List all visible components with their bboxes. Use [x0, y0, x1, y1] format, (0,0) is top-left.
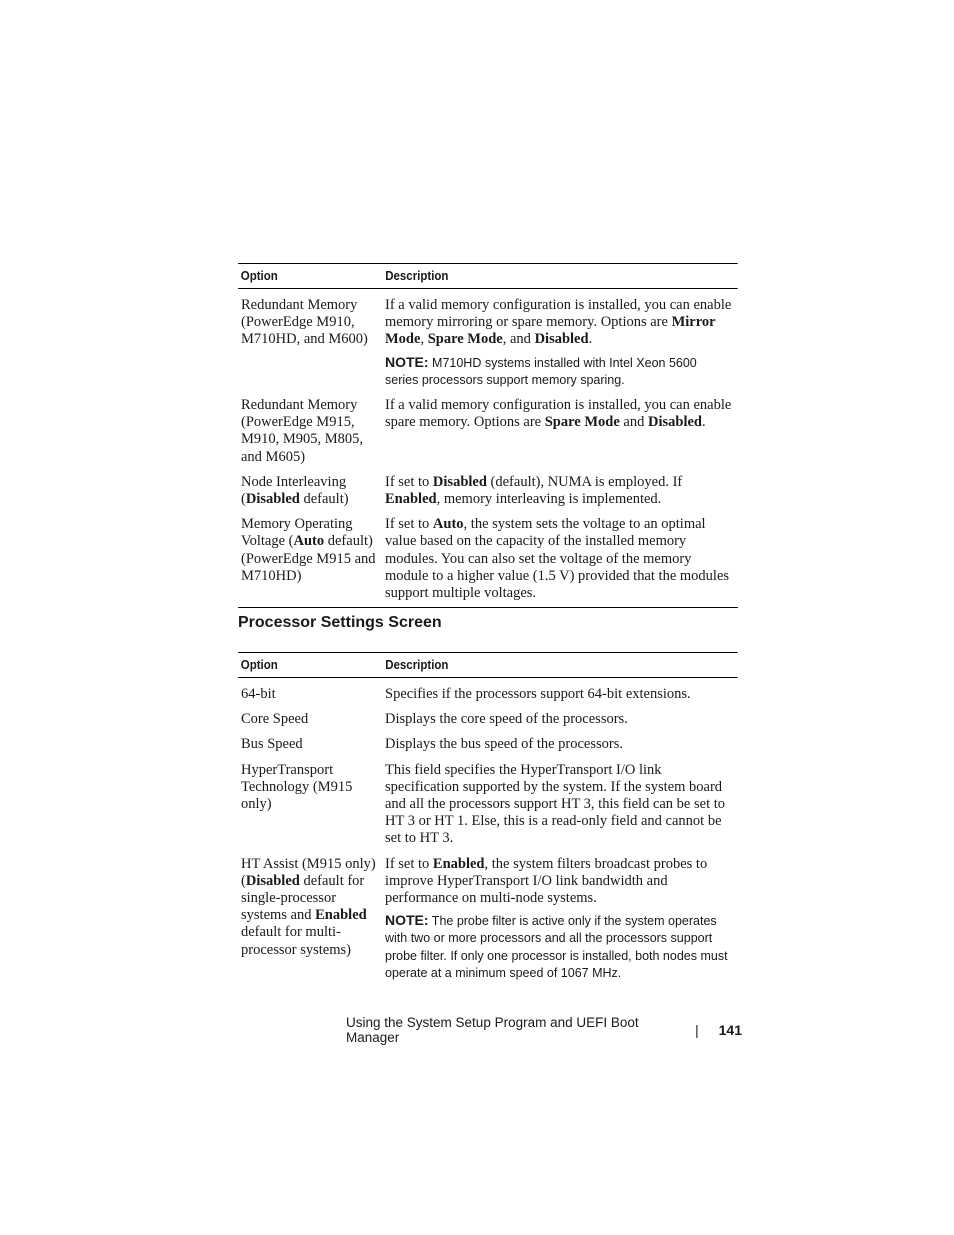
footer-separator: |: [695, 1022, 699, 1038]
option-cell: HT Assist (M915 only) (Disabled default for single-processor systems and Enabled default for multi-processor systems): [241, 855, 376, 958]
processor-settings-table: [238, 652, 738, 982]
option-cell: Core Speed: [241, 711, 309, 728]
table-row: [238, 289, 738, 389]
option-cell: Redundant Memory (PowerEdge M915, M910, M905, M805, and M605): [241, 397, 364, 465]
option-cell: Bus Speed: [241, 736, 303, 753]
footer-text: Using the System Setup Program and UEFI Boot Manager: [346, 1015, 639, 1045]
description-cell: If set to Auto, the system sets the voltage to an optimal value based on the capacity of the installed memory modules. You can also set the voltage of the memory module to a higher value (1.5 V) provided that the modules support multiple voltages.: [385, 516, 730, 602]
description-cell: If set to Enabled, the system filters broadcast probes to improve HyperTransport I/O link bandwidth and performance on multi-node systems. NOTE: The probe filter is active only if the system operates with two or more processors and all the processors support probe filter. If only one processor is installed, both nodes must operate at a minimum speed of 1067 MHz.: [385, 856, 735, 982]
memory-settings-table: [238, 263, 738, 608]
table-row: [238, 728, 738, 753]
table-header: [238, 652, 738, 678]
table-row: [238, 466, 738, 508]
table-row: [238, 848, 738, 982]
description-cell: If a valid memory configuration is installed, you can enable spare memory. Options are Spare Mode and Disabled.: [385, 397, 732, 431]
option-cell: 64-bit: [241, 686, 276, 702]
page-footer: [346, 1015, 742, 1045]
table-row: [238, 508, 738, 608]
description-cell: If a valid memory configuration is installed, you can enable memory mirroring or spare memory. Options are Mirror Mode, Spare Mode, and Disabled. NOTE: M710HD systems installed with Intel Xeon 5600 series processors support memory sparing.: [385, 297, 735, 389]
note-label: NOTE:: [385, 353, 429, 370]
description-cell: Displays the bus speed of the processors.: [385, 736, 623, 753]
header-option: Option: [240, 658, 278, 672]
table-header: [238, 263, 738, 289]
description-cell: This field specifies the HyperTransport I/O link specification supported by the system. If the system board and all the processors support HT 3, this field can be set to HT 3 or HT 1. Else, this is a read-only field and cannot be set to HT 3.: [385, 761, 726, 847]
header-description: Description: [385, 658, 449, 672]
table-row: [238, 678, 738, 703]
header-option: Option: [240, 269, 278, 283]
option-cell: HyperTransport Technology (M915 only): [241, 761, 353, 813]
note-label: NOTE:: [385, 912, 429, 929]
table-row: [238, 389, 738, 466]
option-cell: Memory Operating Voltage (Auto default) (PowerEdge M915 and M710HD): [241, 516, 376, 584]
description-cell: Specifies if the processors support 64-bit extensions.: [385, 686, 691, 702]
header-description: Description: [385, 269, 449, 283]
option-cell: Node Interleaving (Disabled default): [241, 473, 349, 508]
section-title: Processor Settings Screen: [238, 614, 442, 631]
table-row: [238, 703, 738, 728]
note: NOTE: The probe filter is active only if the system operates with two or more processors and all the processors support probe filter. If only one processor is installed, both nodes must operate at a minimum speed of 1067 MHz.: [385, 912, 728, 980]
option-cell: Redundant Memory (PowerEdge M910, M710HD, and M600): [241, 297, 368, 348]
note: NOTE: M710HD systems installed with Intel Xeon 5600 series processors support memory sparing.: [385, 353, 697, 387]
page-number: 141: [718, 1022, 742, 1038]
description-cell: If set to Disabled (default), NUMA is employed. If Enabled, memory interleaving is implemented.: [385, 473, 683, 508]
table-row: [238, 754, 738, 848]
description-cell: Displays the core speed of the processors.: [385, 711, 628, 728]
